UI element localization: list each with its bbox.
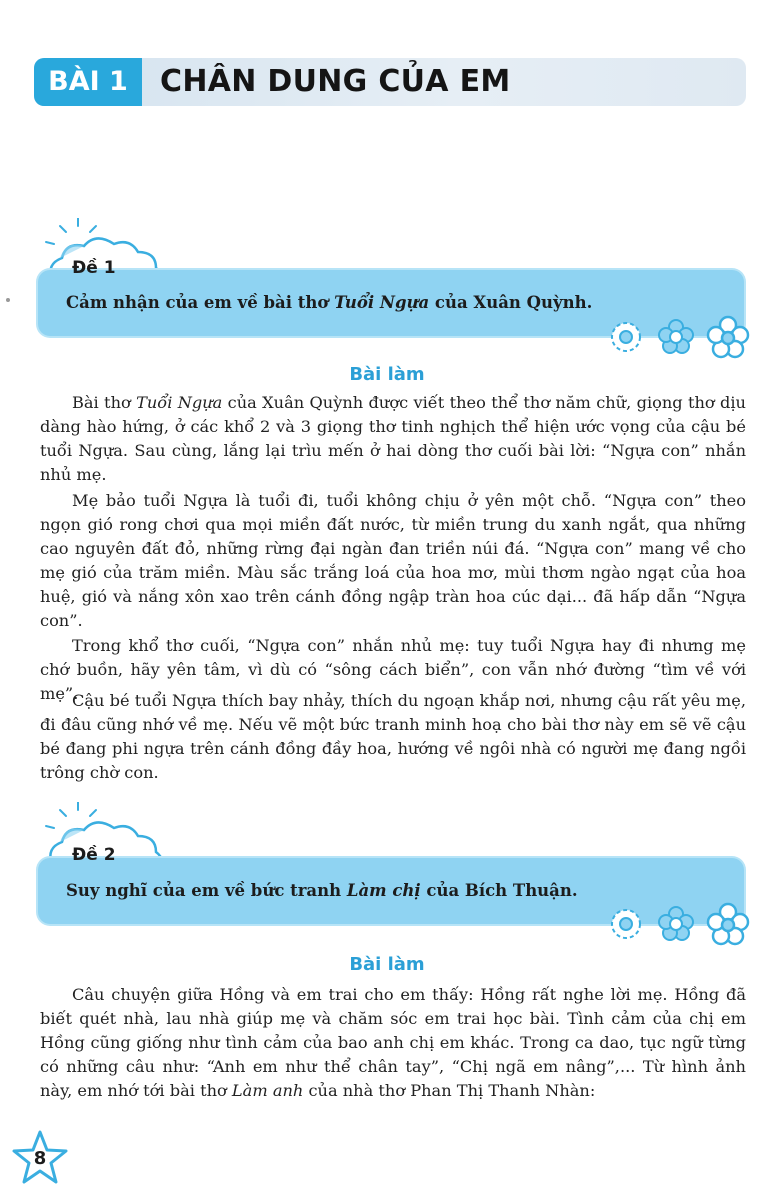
page-number: 8: [33, 1148, 47, 1169]
flowers-icon: [604, 901, 754, 947]
task-1-prompt: Cảm nhận của em về bài thơ Tuổi Ngựa của Xuân Quỳnh.: [66, 293, 593, 312]
decorative-dot: [6, 298, 10, 302]
paragraph: Mẹ bảo tuổi Ngựa là tuổi đi, tuổi không chịu ở yên một chỗ. “Ngựa con” theo ngọn gió rong chơi qua mọi miền đất nước, từ miền trung du xanh ngắt, qua những cao nguyên đất đỏ, những rừng đại ngàn đan triền núi đá. “Ngựa con” mang về cho mẹ gió của trăm miền. Màu sắc trắng loá của hoa mơ, mùi thơm ngào ngạt của hoa huệ, gió và nắng xôn xao trên cánh đồng ngập tràn hoa cúc dại... đã hấp dẫn “Ngựa con”.: [40, 491, 746, 630]
task-2-label: Đề 2: [72, 845, 116, 865]
task-2-prompt: Suy nghĩ của em về bức tranh Làm chị của Bích Thuận.: [66, 881, 578, 900]
task-1-label: Đề 1: [72, 258, 116, 278]
paragraph: Bài thơ Tuổi Ngựa của Xuân Quỳnh được viết theo thể thơ năm chữ, giọng thơ dịu dàng hào hứng, ở các khổ 2 và 3 giọng thơ tinh nghịch thể hiện ước vọng của cậu bé tuổi Ngựa. Sau cùng, lắng lại trìu mến ở hai dòng thơ cuối bài lời: “Ngựa con” nhắn nhủ mẹ.: [40, 393, 746, 484]
answer-title-2: Bài làm: [349, 954, 425, 975]
paragraph: Trong khổ thơ cuối, “Ngựa con” nhắn nhủ mẹ: tuy tuổi Ngựa hay đi nhưng mẹ chớ buồn, hãy yên tâm, vì dù có “sông cách biển”, con vẫn nhớ đường “tìm về với mẹ”.: [40, 636, 746, 703]
lesson-title: CHÂN DUNG CỦA EM: [160, 64, 511, 99]
lesson-label: BÀI 1: [34, 58, 142, 106]
paragraph: Câu chuyện giữa Hồng và em trai cho em thấy: Hồng rất nghe lời mẹ. Hồng đã biết quét nhà, lau nhà giúp mẹ và chăm sóc em trai học bài. Tình cảm của chị em Hồng cũng giống như tình cảm của bao anh chị em khác. Trong ca dao, tục ngữ từng có những câu như: “Anh em như thể chân tay”, “Chị ngã em nâng”,... Từ hình ảnh này, em nhớ tới bài thơ Làm anh của nhà thơ Phan Thị Thanh Nhàn:: [40, 985, 746, 1100]
flowers-icon: [604, 314, 754, 360]
paragraph: Cậu bé tuổi Ngựa thích bay nhảy, thích du ngoạn khắp nơi, nhưng cậu rất yêu mẹ, đi đâu cũng nhớ về mẹ. Nếu vẽ một bức tranh minh hoạ cho bài thơ này em sẽ vẽ cậu bé đang phi ngựa trên cánh đồng đầy hoa, hướng về ngôi nhà có người mẹ đang ngồi trông chờ con.: [40, 691, 746, 782]
answer-title-1: Bài làm: [349, 364, 425, 385]
